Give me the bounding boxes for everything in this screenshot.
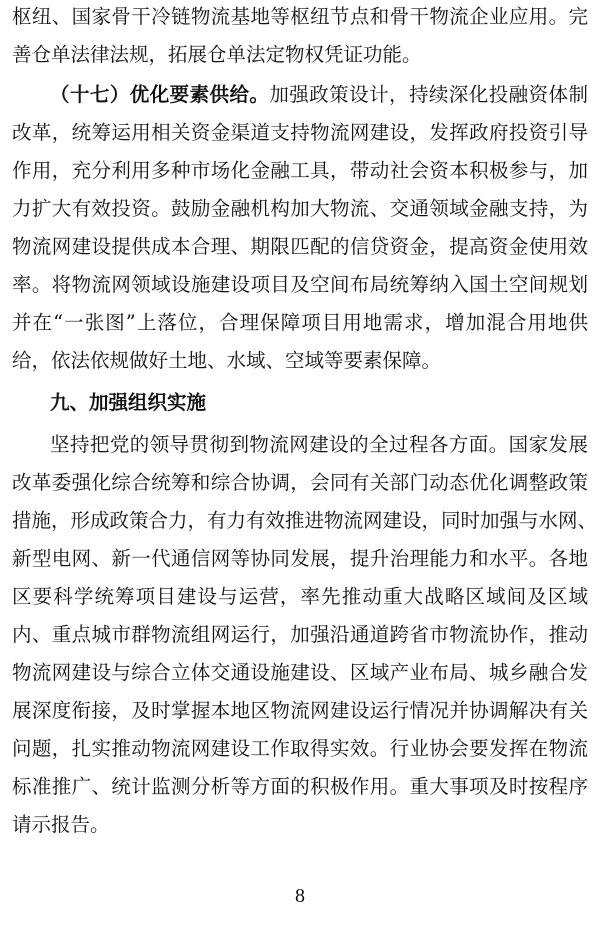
page-number: 8 <box>295 885 305 907</box>
text-line <box>12 540 588 578</box>
line-text: 率。将物流网领域设施建设项目及空间布局统筹纳入国土空间规划 <box>12 273 588 296</box>
text-line <box>12 692 588 730</box>
line-text: 内、重点城市群物流组网运行，加强沿通道跨省市物流协作，推动 <box>12 623 588 646</box>
text-line <box>50 426 588 464</box>
line-text: 善仓单法律法规，拓展仓单法定物权凭证功能。 <box>12 43 422 66</box>
text-line <box>12 654 588 692</box>
line-text: 问题，扎实推动物流网建设工作取得实效。行业协会要发挥在物流 <box>12 737 588 760</box>
line-text: 区要科学统筹项目建设与运营，率先推动重大战略区域间及区域 <box>12 585 588 608</box>
text-line <box>12 502 598 540</box>
line-text: 并在“一张图”上落位，合理保障项目用地需求，增加混合用地供 <box>12 311 588 334</box>
line-text: 改革委强化综合统筹和综合协调，会同有关部门动态优化调整政策 <box>12 471 588 494</box>
text-line <box>12 0 588 36</box>
text-line <box>12 228 588 266</box>
text-line <box>12 304 588 342</box>
line-text: 加强政策设计，持续深化投融资体制 <box>269 83 588 106</box>
text-line <box>12 806 588 844</box>
line-text: 请示报告。 <box>12 813 110 836</box>
text-line <box>12 342 588 380</box>
line-text: 物流网建设提供成本合理、期限匹配的信贷资金，提高资金使用效 <box>12 235 588 258</box>
line-text: 力扩大有效投资。鼓励金融机构加大物流、交通领域金融支持，为 <box>12 197 588 220</box>
line-text: 措施，形成政策合力，有力有效推进物流网建设，同时加强与水网、 <box>12 509 598 532</box>
text-line <box>12 190 588 228</box>
text-line <box>12 578 588 616</box>
text-line <box>12 464 588 502</box>
line-text: 标准推广、统计监测分析等方面的积极作用。重大事项及时按程序 <box>12 775 588 798</box>
line-text: 作用，充分利用多种市场化金融工具，带动社会资本积极参与，加 <box>12 159 588 182</box>
text-line <box>12 114 588 152</box>
text-line <box>50 76 588 114</box>
text-line <box>12 768 588 806</box>
line-text: 给，依法依规做好土地、水域、空域等要素保障。 <box>12 349 442 372</box>
text-line <box>12 730 588 768</box>
line-text: 展深度衔接，及时掌握本地区物流网建设运行情况并协调解决有关 <box>12 699 588 722</box>
text-line <box>12 616 588 654</box>
line-text: 新型电网、新一代通信网等协同发展，提升治理能力和水平。各地 <box>12 547 588 570</box>
line-text: 枢纽、国家骨干冷链物流基地等枢纽节点和骨干物流企业应用。完 <box>12 5 588 28</box>
line-text: 改革，统筹运用相关资金渠道支持物流网建设，发挥政府投资引导 <box>12 121 588 144</box>
text-line <box>12 266 588 304</box>
line-text: 物流网建设与综合立体交通设施建设、区域产业布局、城乡融合发 <box>12 661 588 684</box>
text-line <box>50 384 588 422</box>
text-line <box>12 36 588 74</box>
text-line <box>12 152 588 190</box>
line-text: 坚持把党的领导贯彻到物流网建设的全过程各方面。国家发展 <box>50 433 588 456</box>
section-heading: 九、加强组织实施 <box>50 391 207 414</box>
section-heading-inline: （十七）优化要素供给。 <box>50 83 270 106</box>
